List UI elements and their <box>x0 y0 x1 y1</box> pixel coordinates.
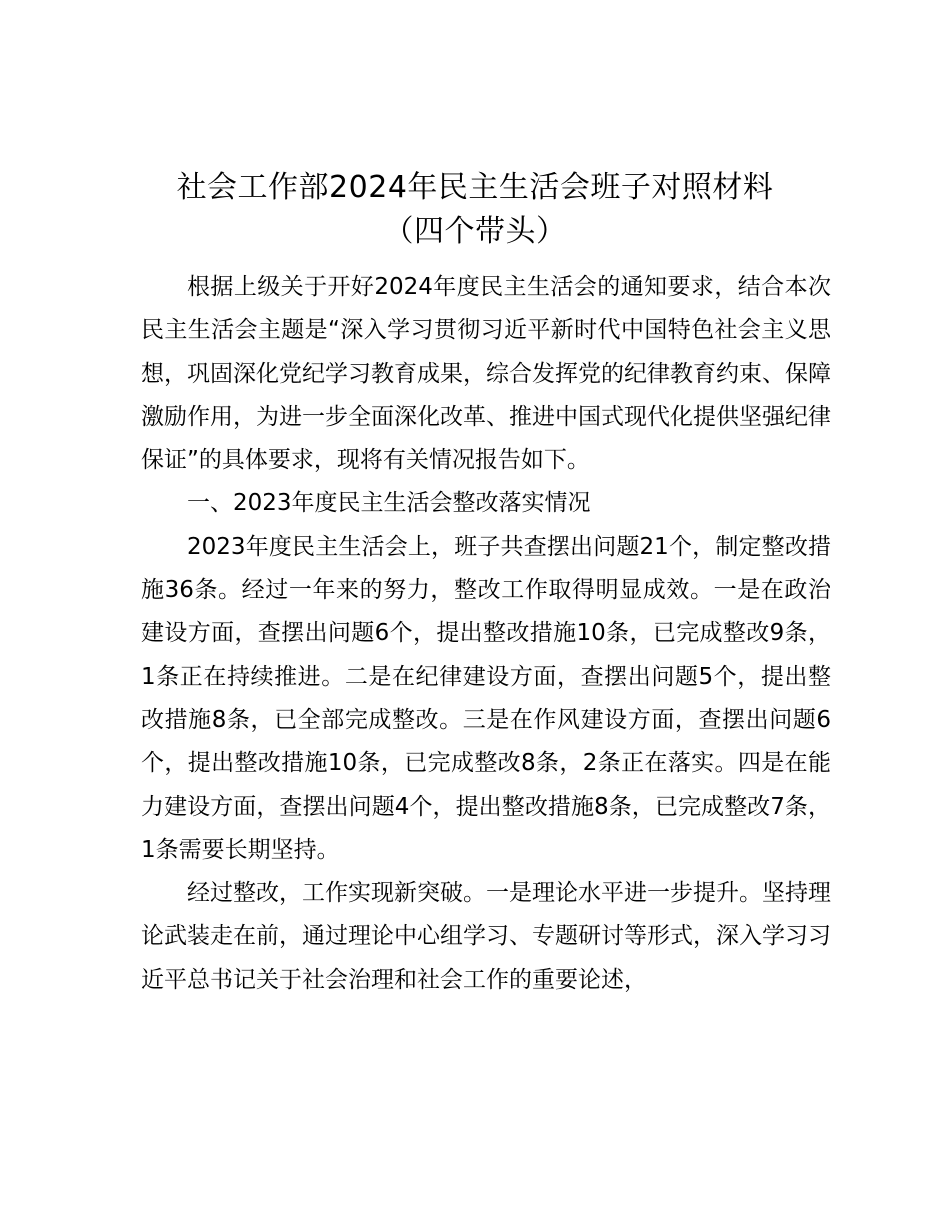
document-title: 社会工作部2024年民主生活会班子对照材料 <box>176 170 774 205</box>
document-body <box>141 266 831 1002</box>
rectification-paragraph: 2023年度民主生活会上，班子共查摆出问题21个，制定整改措施36条。经过一年来的努力，整改工作取得明显成效。一是在政治建设方面，查摆出问题6个，提出整改措施10条，已完成整改9条，1条正在持续推进。二是在纪律建设方面，查摆出问题5个，提出整改措施8条，已全部完成整改。三是在作风建设方面，查摆出问题6个，提出整改措施10条，已完成整改8条，2条正在落实。四是在能力建设方面，查摆出问题4个，提出整改措施8条，已完成整改7条，1条需要长期坚持。 <box>141 533 831 863</box>
results-paragraph: 经过整改，工作实现新突破。一是理论水平进一步提升。坚持理论武装走在前，通过理论中心组学习、专题研讨等形式，深入学习习近平总书记关于社会治理和社会工作的重要论述， <box>141 880 831 993</box>
section-heading: 一、2023年度民主生活会整改落实情况 <box>187 490 591 517</box>
intro-paragraph: 根据上级关于开好2024年度民主生活会的通知要求，结合本次民主生活会主题是“深入学习贯彻习近平新时代中国特色社会主义思想，巩固深化党纪学习教育成果，综合发挥党的纪律教育约束、保障激励作用，为进一步全面深化改革、推进中国式现代化提供坚强纪律保证”的具体要求，现将有关情况报告如下。 <box>141 274 831 474</box>
document-subtitle: （四个带头） <box>383 214 567 249</box>
